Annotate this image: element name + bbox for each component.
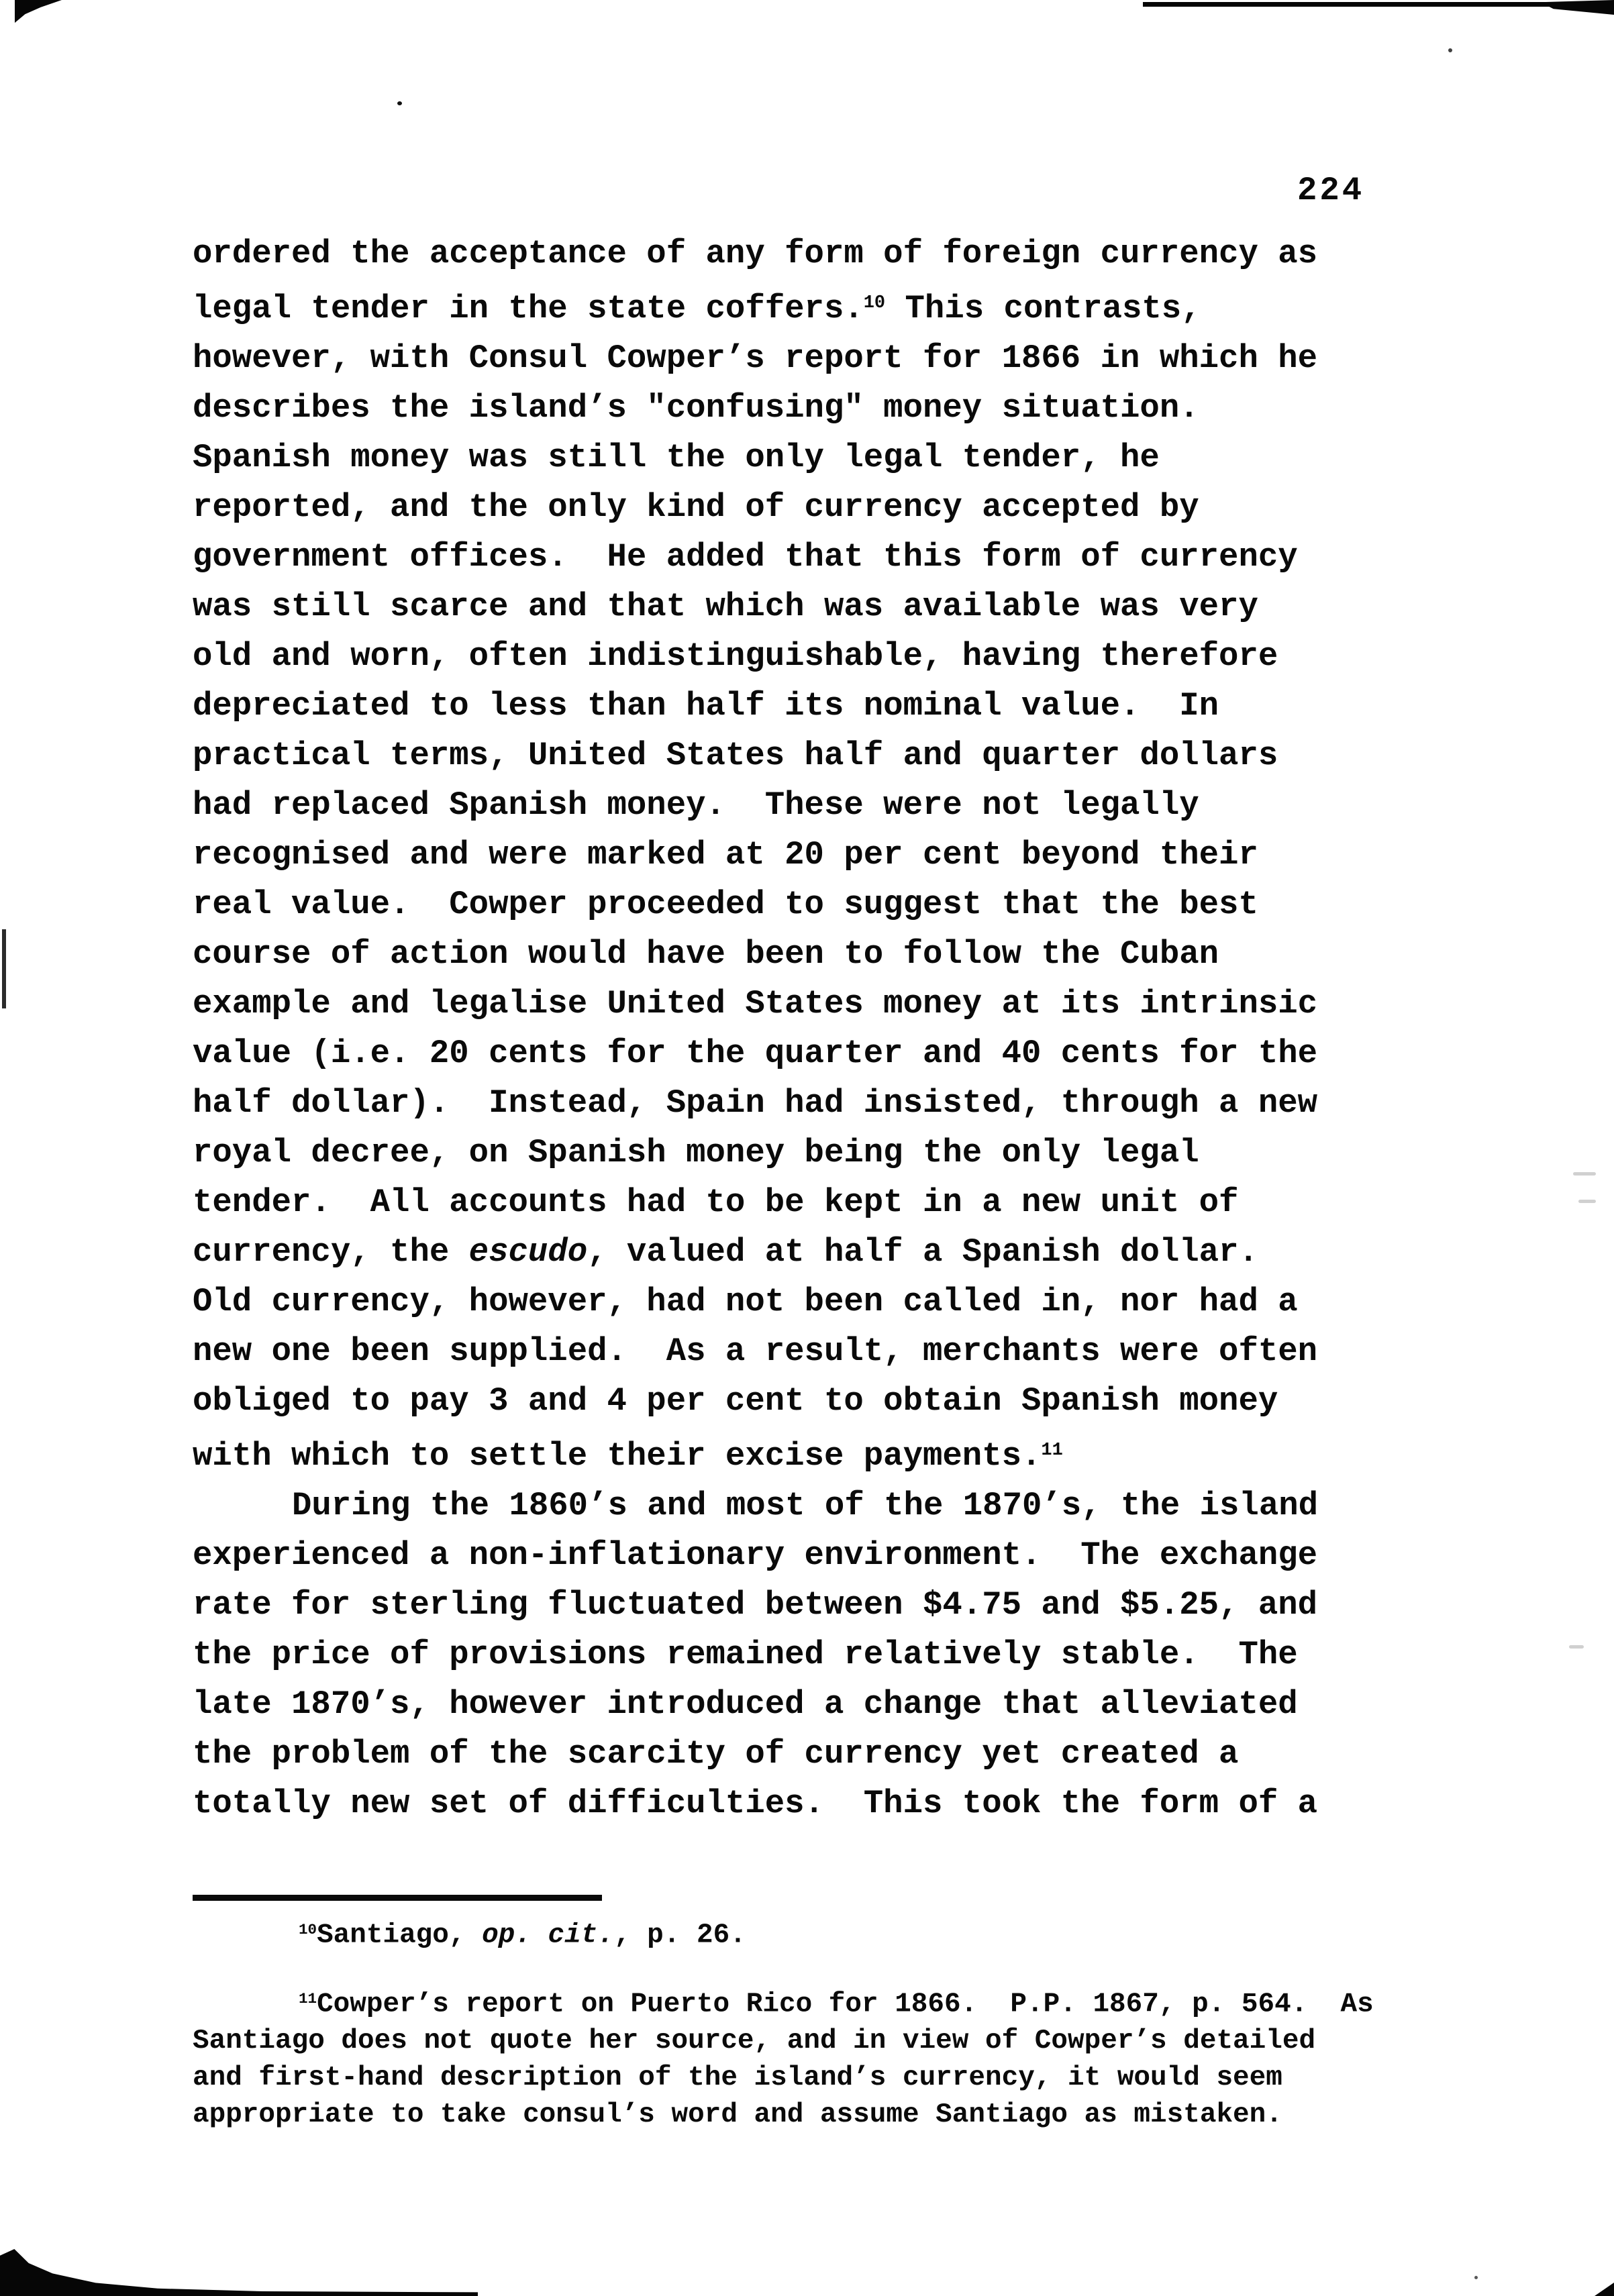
text-segment: experienced a non-inflationary environment. The exchange [193, 1536, 1318, 1574]
scan-mark-bottom-edge [0, 2249, 478, 2296]
scan-mark-left-edge [2, 929, 6, 1008]
text-line [193, 1178, 1318, 1227]
text-line [193, 2023, 1374, 2060]
text-line [193, 482, 1318, 532]
footnote-10 [193, 1912, 746, 1954]
text-segment: half dollar). Instead, Spain had insisted, through a new [193, 1084, 1318, 1122]
text-segment: escudo [468, 1233, 588, 1271]
text-segment: , valued at half a Spanish dollar. [587, 1233, 1258, 1271]
text-segment: totally new set of difficulties. This took the form of a [193, 1784, 1318, 1822]
text-segment: ordered the acceptance of any form of foreign currency as [193, 235, 1318, 272]
text-line [193, 582, 1318, 631]
text-segment: late 1870’s, however introduced a change that alleviated [193, 1685, 1298, 1723]
text-line [193, 383, 1318, 433]
page-number: 224 [1297, 172, 1365, 209]
text-line [193, 880, 1318, 929]
text-line [193, 929, 1318, 979]
text-line [193, 830, 1318, 880]
scan-mark-top-right-corner [1540, 0, 1614, 15]
text-line [193, 681, 1318, 731]
text-segment: had replaced Spanish money. These were not legally [193, 786, 1199, 824]
scan-speck [1448, 48, 1452, 52]
text-segment: appropriate to take consul’s word and assume Santiago as mistaken. [193, 2099, 1282, 2131]
footnote-11 [193, 1981, 1374, 2134]
scan-mark-top-left [15, 0, 62, 23]
text-line [193, 278, 1318, 333]
footnote-reference: 10 [863, 293, 886, 313]
text-segment: the problem of the scarcity of currency yet created a [193, 1734, 1239, 1773]
text-line [193, 433, 1318, 482]
text-segment: real value. Cowper proceeded to suggest that the best [193, 885, 1258, 923]
text-line [193, 979, 1318, 1029]
text-line [193, 1981, 1374, 2023]
text-segment: with which to settle their excise payments. [193, 1437, 1042, 1475]
text-line [193, 1779, 1318, 1828]
text-line [193, 631, 1318, 681]
text-segment: legal tender in the state coffers. [193, 289, 864, 327]
text-line [193, 1376, 1318, 1426]
text-line [193, 1481, 1318, 1530]
scan-smudge [1569, 1645, 1584, 1649]
text-line [193, 1912, 746, 1954]
text-segment: value (i.e. 20 cents for the quarter and 40 cents for the [193, 1034, 1318, 1072]
text-line [193, 731, 1318, 780]
text-segment: recognised and were marked at 20 per cent beyond their [193, 835, 1258, 874]
text-segment: currency, the [193, 1233, 469, 1271]
text-segment: practical terms, United States half and quarter dollars [193, 736, 1278, 774]
text-segment: example and legalise United States money at its intrinsic [193, 984, 1318, 1023]
text-segment: royal decree, on Spanish money being the only legal [193, 1133, 1199, 1171]
text-line [193, 532, 1318, 582]
text-line [193, 1630, 1318, 1679]
text-segment: the price of provisions remained relatively stable. The [193, 1635, 1298, 1673]
text-segment: and first-hand description of the island’s currency, it would seem [193, 2063, 1282, 2094]
footnote-reference: 11 [299, 1990, 317, 2007]
text-line [193, 333, 1318, 383]
text-segment: This contrasts, [885, 289, 1201, 327]
text-segment: obliged to pay 3 and 4 per cent to obtain Spanish money [193, 1381, 1278, 1420]
scan-speck [397, 101, 402, 105]
text-line [193, 1729, 1318, 1779]
text-line [193, 1679, 1318, 1729]
text-segment: old and worn, often indistinguishable, having therefore [193, 637, 1278, 675]
text-segment: rate for sterling fluctuated between $4.75 and $5.25, and [193, 1585, 1318, 1624]
text-segment: government offices. He added that this form of currency [193, 537, 1298, 576]
text-segment: however, with Consul Cowper’s report for 1866 in which he [193, 339, 1318, 377]
footnote-separator-rule [193, 1895, 602, 1901]
text-segment: , p. 26. [613, 1920, 746, 1951]
text-segment: Santiago, [317, 1920, 483, 1951]
text-segment: reported, and the only kind of currency accepted by [193, 488, 1199, 526]
text-line [193, 1426, 1318, 1481]
text-segment: describes the island’s "confusing" money situation. [193, 388, 1199, 427]
text-segment: Spanish money was still the only legal tender, he [193, 438, 1160, 476]
scan-speck [1474, 2276, 1478, 2279]
text-line [193, 2060, 1374, 2097]
text-line [193, 1227, 1318, 1277]
scan-mark-bottom-right-corner [1595, 2283, 1614, 2296]
text-segment: depreciated to less than half its nominal value. In [193, 686, 1219, 725]
text-line [193, 780, 1318, 830]
text-line [193, 1580, 1318, 1630]
text-segment: tender. All accounts had to be kept in a new unit of [193, 1183, 1239, 1221]
text-line [193, 1530, 1318, 1580]
text-segment: During the 1860’s and most of the 1870’s, the island [292, 1486, 1319, 1524]
text-segment: Santiago does not quote her source, and in view of Cowper’s detailed [193, 2026, 1316, 2057]
text-line [193, 1078, 1318, 1128]
text-segment: new one been supplied. As a result, merchants were often [193, 1332, 1318, 1370]
text-segment: op. cit. [482, 1920, 614, 1951]
text-segment: Old currency, however, had not been called in, nor had a [193, 1282, 1298, 1320]
footnote-reference: 11 [1041, 1440, 1063, 1461]
text-line [193, 2097, 1374, 2134]
body-text [193, 229, 1318, 1828]
text-segment: Cowper’s report on Puerto Rico for 1866. P.P. 1867, p. 564. As [317, 1989, 1374, 2020]
text-segment: was still scarce and that which was available was very [193, 587, 1258, 625]
text-line [193, 1277, 1318, 1326]
text-line [193, 1128, 1318, 1178]
text-line [193, 229, 1318, 278]
text-line [193, 1029, 1318, 1078]
text-segment: course of action would have been to follow the Cuban [193, 935, 1219, 973]
scan-smudge [1578, 1200, 1596, 1203]
footnote-reference: 10 [299, 1921, 317, 1938]
text-line [193, 1326, 1318, 1376]
scan-smudge [1573, 1172, 1596, 1176]
